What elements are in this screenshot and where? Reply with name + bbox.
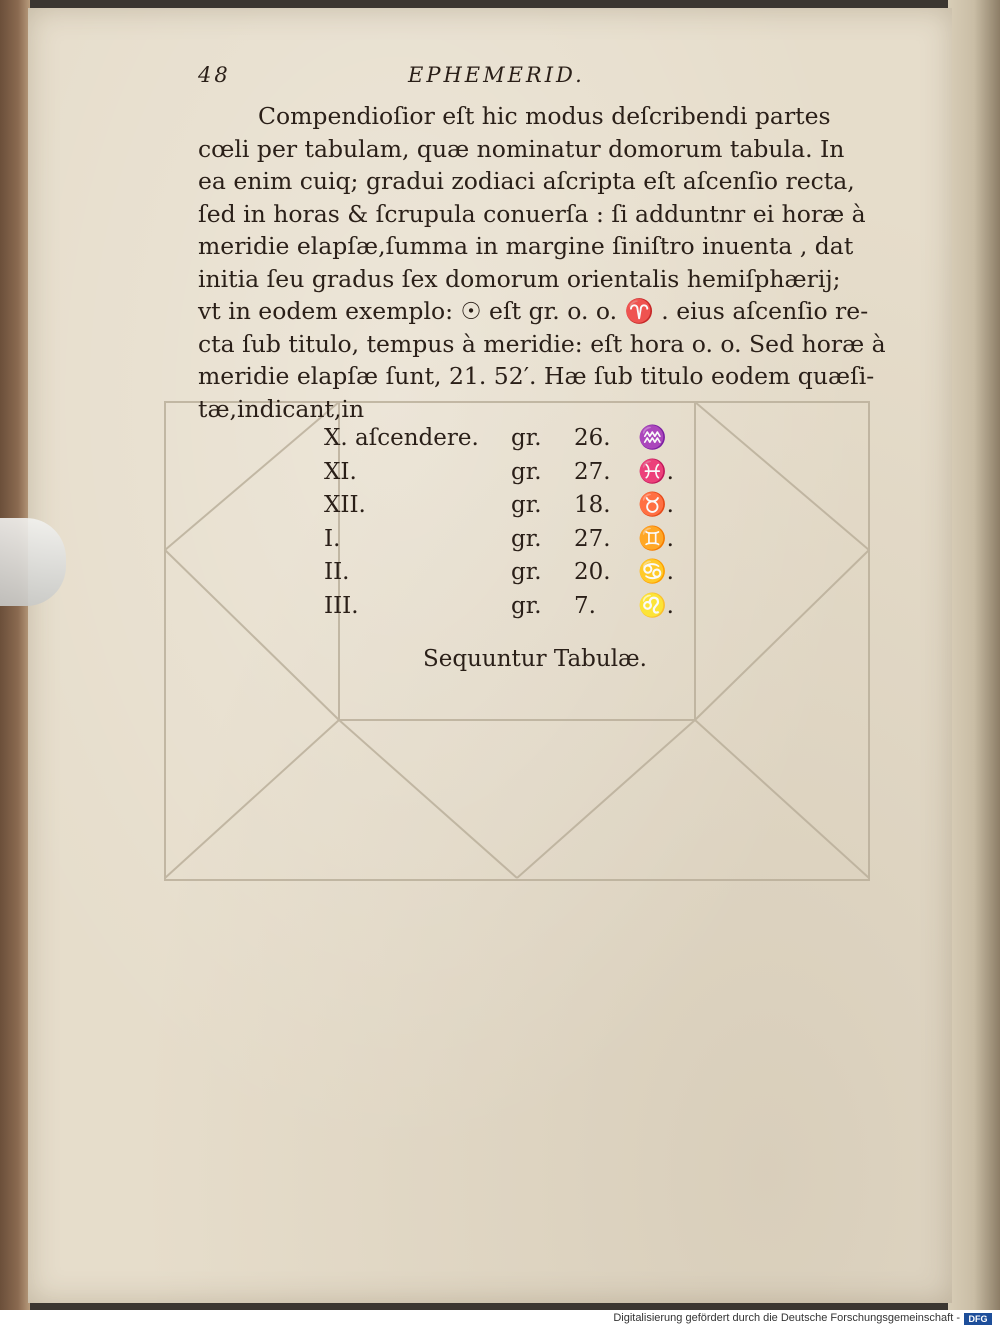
paragraph-line: tæ,indicant,in bbox=[198, 394, 365, 423]
degree-value: 27. bbox=[574, 458, 611, 485]
book-binding-edge bbox=[0, 0, 30, 1310]
zodiac-sign-icon: ♊. bbox=[638, 525, 674, 552]
zodiac-sign-icon: ♉. bbox=[638, 492, 674, 518]
degree-unit: gr. bbox=[511, 525, 542, 552]
degree-value: 26. bbox=[574, 425, 611, 451]
page-edge-right bbox=[948, 0, 1000, 1310]
house-name: III. bbox=[324, 592, 359, 619]
house-name: I. bbox=[324, 525, 341, 552]
house-name: XI. bbox=[324, 458, 357, 485]
closing-line: Sequuntur Tabulæ. bbox=[423, 646, 647, 672]
house-name: X. aſcendere. bbox=[324, 425, 479, 451]
house-name: II. bbox=[324, 559, 350, 585]
degree-unit: gr. bbox=[511, 425, 542, 451]
zodiac-sign-icon: ♒ bbox=[638, 425, 667, 451]
digitization-footer bbox=[0, 1310, 1000, 1329]
book-page bbox=[28, 8, 952, 1303]
degree-value: 27. bbox=[574, 525, 611, 552]
paragraph-line: meridie elapſæ,ſumma in margine ſiniſtro inuenta , dat bbox=[198, 232, 854, 260]
running-title: EPHEMERID. bbox=[408, 63, 585, 87]
dfg-logo-icon: DFG bbox=[964, 1313, 992, 1325]
paragraph-line: cta ſub titulo, tempus à meridie: eſt hora o. o. Sed horæ à bbox=[198, 329, 886, 358]
house-row bbox=[324, 523, 724, 557]
paragraph-line: Compendioſior eſt hic modus deſcribendi partes bbox=[258, 102, 831, 130]
page-number: 48 bbox=[198, 63, 231, 87]
house-row bbox=[324, 556, 724, 590]
paragraph-line: vt in eodem exemplo: ☉ eſt gr. o. o. ♈ . eius aſcenſio re- bbox=[198, 297, 869, 325]
paragraph-line: initia ſeu gradus ſex domorum orientalis hemiſphærij; bbox=[198, 264, 841, 293]
paragraph-line: meridie elapſæ ſunt, 21. 52′. Hæ ſub titulo eodem quæſi- bbox=[198, 362, 875, 390]
degree-unit: gr. bbox=[511, 592, 542, 619]
degree-unit: gr. bbox=[511, 559, 542, 585]
house-row bbox=[324, 489, 724, 523]
page-header bbox=[198, 63, 838, 93]
degree-value: 18. bbox=[574, 492, 611, 518]
degree-value: 7. bbox=[574, 592, 596, 619]
zodiac-sign-icon: ♋. bbox=[638, 559, 674, 585]
houses-table bbox=[324, 422, 724, 623]
paragraph-line: cœli per tabulam, quæ nominatur domorum tabula. In bbox=[198, 134, 845, 163]
zodiac-sign-icon: ♓. bbox=[638, 458, 674, 485]
house-row bbox=[324, 590, 724, 624]
main-paragraph bbox=[198, 100, 886, 425]
degree-unit: gr. bbox=[511, 492, 542, 518]
paragraph-line: ſed in horas & ſcrupula conuerſa : ſi adduntnr ei horæ à bbox=[198, 199, 866, 228]
degree-value: 20. bbox=[574, 559, 611, 585]
footer-credit: Digitalisierung gefördert durch die Deutsche Forschungsgemeinschaft - bbox=[613, 1312, 960, 1324]
house-name: XII. bbox=[324, 492, 366, 518]
paragraph-line: ea enim cuiq; gradui zodiaci aſcripta eſt aſcenſio recta, bbox=[198, 167, 855, 195]
zodiac-sign-icon: ♌. bbox=[638, 592, 674, 619]
degree-unit: gr. bbox=[511, 458, 542, 485]
house-row bbox=[324, 456, 724, 490]
house-row bbox=[324, 422, 724, 456]
